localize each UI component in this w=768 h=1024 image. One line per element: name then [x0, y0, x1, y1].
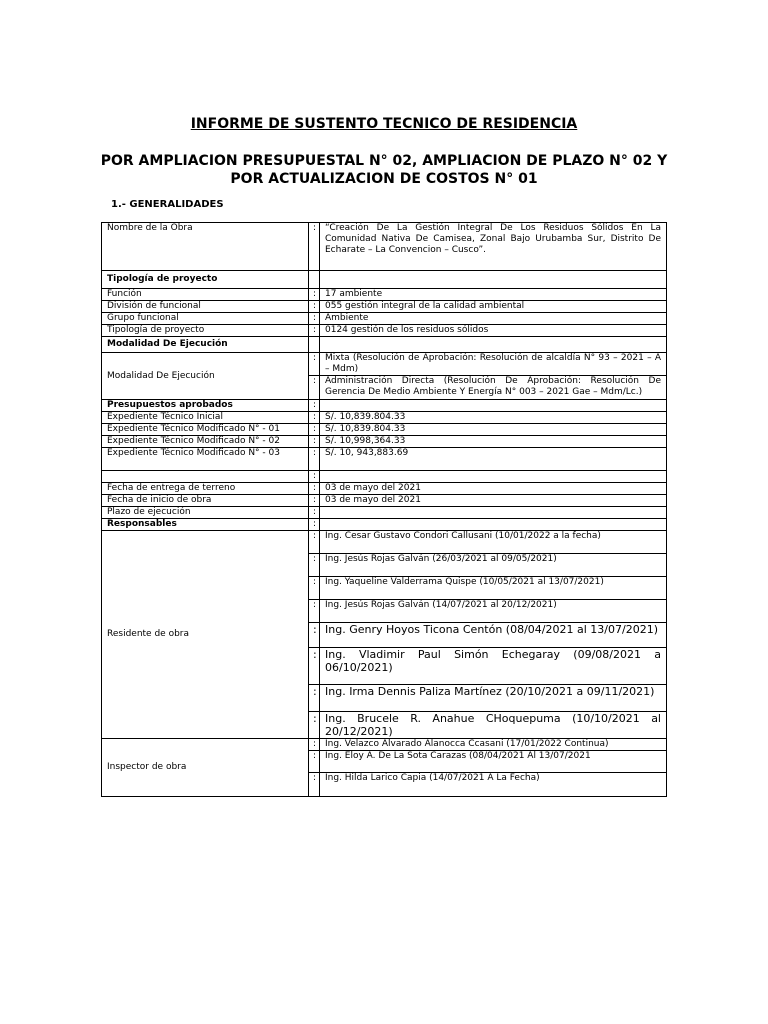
separator: :	[309, 712, 320, 739]
row-value: S/. 10,998,364.33	[320, 436, 667, 448]
separator: :	[309, 448, 320, 471]
separator: :	[309, 648, 320, 685]
row-value: 055 gestión integral de la calidad ambiental	[320, 301, 667, 313]
row-label: Nombre de la Obra	[102, 223, 309, 271]
table-row	[102, 531, 667, 554]
row-label: Expediente Técnico Modificado N° - 03	[102, 448, 309, 471]
separator: :	[309, 313, 320, 325]
table-row	[102, 400, 667, 412]
separator: :	[309, 400, 320, 412]
separator: :	[309, 495, 320, 507]
row-label: División de funcional	[102, 301, 309, 313]
separator: :	[309, 353, 320, 376]
separator	[309, 337, 320, 353]
row-value	[320, 337, 667, 353]
row-label: Tipología de proyecto	[102, 325, 309, 337]
residente-entry: Ing. Genry Hoyos Ticona Centón (08/04/2021 al 13/07/2021)	[320, 623, 667, 648]
row-value: 17 ambiente	[320, 289, 667, 301]
subtitle-line-1: POR AMPLIACION PRESUPUESTAL N° 02, AMPLIACION DE PLAZO N° 02 Y	[100, 153, 668, 169]
row-value: Mixta (Resolución de Aprobación: Resolución de alcaldía N° 93 – 2021 – A – Mdm)	[320, 353, 667, 376]
row-value: 0124 gestión de los residuos sólidos	[320, 325, 667, 337]
table-row	[102, 436, 667, 448]
table-row	[102, 301, 667, 313]
row-label: Modalidad De Ejecución	[102, 353, 309, 400]
table-row	[102, 289, 667, 301]
residente-entry: Ing. Vladimir Paul Simón Echegaray (09/08/2021 a 06/10/2021)	[320, 648, 667, 685]
row-label: Función	[102, 289, 309, 301]
separator: :	[309, 223, 320, 271]
table-row	[102, 424, 667, 436]
residente-entry: Ing. Cesar Gustavo Condori Callusani (10/01/2022 a la fecha)	[320, 531, 667, 554]
separator: :	[309, 436, 320, 448]
separator	[309, 271, 320, 289]
separator: :	[309, 289, 320, 301]
separator: :	[309, 483, 320, 495]
row-value	[320, 519, 667, 531]
residente-entry: Ing. Brucele R. Anahue CHoquepuma (10/10/2021 al 20/12/2021)	[320, 712, 667, 739]
residente-entry: Ing. Irma Dennis Paliza Martínez (20/10/2021 a 09/11/2021)	[320, 685, 667, 712]
separator: :	[309, 325, 320, 337]
row-label: Inspector de obra	[102, 739, 309, 797]
row-value	[320, 400, 667, 412]
table-row	[102, 739, 667, 751]
residente-entry: Ing. Yaqueline Valderrama Quispe (10/05/2021 al 13/07/2021)	[320, 577, 667, 600]
row-value: S/. 10,839.804.33	[320, 412, 667, 424]
separator: :	[309, 554, 320, 577]
separator: :	[309, 531, 320, 554]
separator: :	[309, 739, 320, 751]
separator: :	[309, 519, 320, 531]
row-label	[102, 471, 309, 483]
row-label: Grupo funcional	[102, 313, 309, 325]
row-value: S/. 10,839.804.33	[320, 424, 667, 436]
row-label: Plazo de ejecución	[102, 507, 309, 519]
table-row	[102, 271, 667, 289]
row-label: Responsables	[102, 519, 309, 531]
residente-entry: Ing. Jesús Rojas Galván (14/07/2021 al 20/12/2021)	[320, 600, 667, 623]
row-value: Administración Directa (Resolución De Aprobación: Resolución De Gerencia De Medio Ambiente Y Energía N° 003 – 2021 Gae – Mdm/Lc.)	[320, 376, 667, 400]
row-label: Expediente Técnico Inicial	[102, 412, 309, 424]
table-row	[102, 412, 667, 424]
separator: :	[309, 751, 320, 773]
inspector-entry: Ing. Velazco Alvarado Alanocca Ccasani (17/01/2022 Continua)	[320, 739, 667, 751]
table-row	[102, 313, 667, 325]
row-value: S/. 10, 943,883.69	[320, 448, 667, 471]
table-row	[102, 483, 667, 495]
separator: :	[309, 471, 320, 483]
row-value	[320, 507, 667, 519]
table-row	[102, 223, 667, 271]
section-heading: 1.- GENERALIDADES	[111, 199, 224, 210]
row-value: Ambiente	[320, 313, 667, 325]
row-value: “Creación De La Gestión Integral De Los Residuos Sólidos En La Comunidad Nativa De Camisea, Zonal Bajo Urubamba Sur, Distrito De Echarate – La Convencion – Cusco”.	[320, 223, 667, 271]
separator: :	[309, 301, 320, 313]
table-row	[102, 325, 667, 337]
table-row	[102, 471, 667, 483]
separator: :	[309, 773, 320, 797]
table-row	[102, 519, 667, 531]
inspector-entry: Ing. Hilda Larico Capia (14/07/2021 A La Fecha)	[320, 773, 667, 797]
document-title: INFORME DE SUSTENTO TECNICO DE RESIDENCIA	[190, 116, 578, 132]
separator: :	[309, 685, 320, 712]
row-label: Fecha de inicio de obra	[102, 495, 309, 507]
table-row	[102, 507, 667, 519]
separator: :	[309, 507, 320, 519]
row-value: 03 de mayo del 2021	[320, 483, 667, 495]
table-row	[102, 495, 667, 507]
row-label: Expediente Técnico Modificado N° - 02	[102, 436, 309, 448]
row-value	[320, 271, 667, 289]
row-label: Presupuestos aprobados	[102, 400, 309, 412]
row-label: Residente de obra	[102, 531, 309, 739]
inspector-entry: Ing. Eloy A. De La Sota Carazas (08/04/2021 Al 13/07/2021	[320, 751, 667, 773]
row-label: Fecha de entrega de terreno	[102, 483, 309, 495]
table-row	[102, 448, 667, 471]
subtitle-line-2: POR ACTUALIZACION DE COSTOS N° 01	[230, 171, 538, 187]
separator: :	[309, 577, 320, 600]
row-label: Modalidad De Ejecución	[102, 337, 309, 353]
separator: :	[309, 623, 320, 648]
row-label: Expediente Técnico Modificado N° - 01	[102, 424, 309, 436]
document-subtitle	[0, 152, 768, 188]
generalidades-table	[101, 222, 667, 797]
row-value	[320, 471, 667, 483]
row-value: 03 de mayo del 2021	[320, 495, 667, 507]
row-label: Tipología de proyecto	[102, 271, 309, 289]
separator: :	[309, 376, 320, 400]
separator: :	[309, 600, 320, 623]
separator: :	[309, 424, 320, 436]
table-row	[102, 353, 667, 376]
separator: :	[309, 412, 320, 424]
residente-entry: Ing. Jesús Rojas Galván (26/03/2021 al 09/05/2021)	[320, 554, 667, 577]
table-row	[102, 337, 667, 353]
